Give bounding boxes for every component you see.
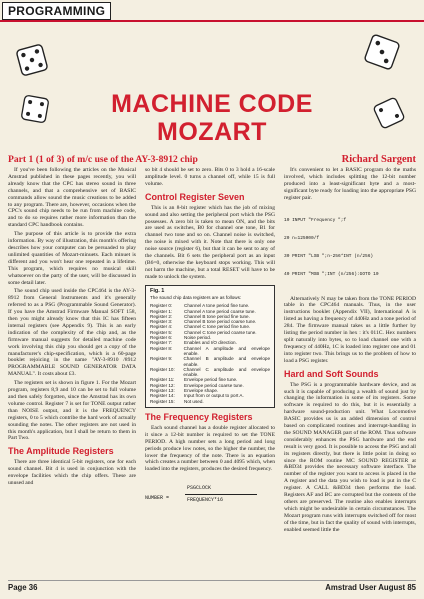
table-row: Register 11: Envelope period fine tune. [150, 377, 238, 383]
figure-heading: Fig. 1 [150, 287, 165, 294]
paragraph: so bit 4 should be set to zero. Bits 0 to 3 hold a 16-scale amplitude level. 0 turns a channel off, while 15 is full volume. [145, 167, 275, 187]
paragraph: The sound chip used inside the CPC464 is the AY-3-8912 from General Instruments and it's generally referred to as a PSG (Programmable Sound Generator). If you have the Amstrad Firmware Manual SOFT 158, then you might already know that this IC has fifteen internal registers (see Appendix 9). This is an early indication of the complexity of the chip and, as the firmware manual suggests for detailed machine code work involving this chip you should get a copy of the manufacturer's chip-specification, which is a 60-page booklet rejoicing in the name "AY-3-8910 /8912 PROGRAMMABLE SOUND GENERATOR DATA MANUAL". It costs about £3. [8, 288, 136, 378]
code-line: 30 PRINT "LSB ";n-256*INT (n/256) [284, 253, 374, 259]
dice-icon [362, 32, 402, 72]
dice-icon [18, 92, 52, 126]
header-rule [0, 20, 424, 22]
table-row: Register 9: Channel B amplitude and envelope enable. [150, 356, 270, 367]
table-row: Register 15: Not used. [150, 398, 204, 404]
paragraph: Each sound channel has a double register allocated to it since a 12-bit number is required to set the TONE PERIOD. A high number sets a long period and long periods produce low notes, so the higher the number, the lower the frequency of the note. There is an equation which creates a number between 0 and 4095 which, when loaded into the registers, produces the desired frequency. [145, 424, 275, 473]
dice-icon [14, 42, 50, 78]
table-row: Register 0: Channel A tone period fine tune. [150, 303, 250, 309]
basic-code-listing [284, 206, 416, 290]
heading-control-register-seven: Control Register Seven [145, 191, 245, 202]
heading-hard-and-soft-sounds: Hard and Soft Sounds [284, 368, 379, 379]
figure-caption: The sound chip data registers are as follows: [150, 294, 242, 300]
table-row: Register 5: Channel C tone period coarse tune. [150, 329, 257, 335]
paragraph: It's convenient to let a BASIC program do the maths involved, which includes splitting the 12-bit number produced into a least-significant byte and a most-significant byte ready for loading into the appropriate PSG register pair. [284, 167, 416, 201]
article-title-line2: MOZART [157, 118, 267, 146]
table-row: Register 7: Enables and I/O direction. [150, 340, 237, 346]
table-row: Register 13: Envelope shape. [150, 388, 219, 394]
paragraph: The PSG is a programmable hardware device, and as such it is capable of producing a wealth of sound just by changing the information in some of its registers. Some software is required to do this, but it is essentially a hardware sound-production unit. What Locomotive BASIC provides us is an added dimension of control based on complicated routines and interrupt-handling in the SOUND MANAGER part of the ROM. Thus software considerably enhances the PSG hardware and the end result is very good. It is possible to access the PSG and all its registers directly, but there is little point in doing so since the ROM routine MC SOUND REGISTER at &BD34 provides the necessary software interface. The number of the register you want to access is placed in the A register and the data you wish to load is put in the C register. A CALL &BD34 then performs the load. Registers AF and BC are corrupted but the contents of the others are preserved. The routine also enables interrupts which might be undesirable in certain circumstances. The Mozart program runs with interrupts switched off for most of the time, but in fact the quality of sound with interrupts, enabled seemed little the [284, 381, 416, 533]
table-row: Register 14: Input from or output to port A. [150, 393, 244, 399]
table-row: Register 3: Channel B tone period coarse tune. [150, 319, 257, 325]
dice-icon [372, 96, 406, 130]
formula-lhs: NUMBER = [145, 495, 170, 502]
table-row: Register 1: Channel A tone period coarse tune. [150, 308, 256, 314]
article-author: Richard Sargent [341, 154, 416, 165]
paragraph: The registers set is shown in figure 1. For the Mozart program, registers 8,9 and 10 can be set to full volume and then safely forgotten, since the Amstrad has its own volume control. Register 7 is set for TONE output rather than NOISE output, and it is the FREQUENCY registers, 0 to 5 which contribe the hard work of actually sounding the notes. The other registers are not used in this month's application, but I shall be return to them in Part Two. [8, 380, 136, 442]
code-line: 40 PRINT "MSB ";INT (n/256):GOTO 10 [284, 271, 379, 277]
paragraph: This is an 8-bit register which has the job of mixing sound and also setting the peripheral port which the PSG possesses. A zero bit is taken to mean ON, and the bits are used as switches, B0 for channel one tone, B1 for channel two tone and so on. Channel noise is switched, the noise is mixed with it. Note that there is only one noise source (register 6), but that it can be sent to any of the channels. Bit 6 sets the peripheral port as an input (B6=0, otherwise the keyboard stops working. This will not harm the machine, but a total RESET will have to be made to unlock the system. [145, 204, 275, 280]
paragraph: The purpose of this article is to provide the extra information. By way of illustration, this month's offering describes how your computer can be persuaded to play unlimited quantities of Mozart-minuets. Each minuet is different and you won't hear one repeated in a lifetime. This program, which requires no musical skill whatsoever on the party of the user, will be discussed in some detail later. [8, 231, 136, 286]
figure-1-register-table [145, 285, 275, 408]
heading-amplitude-registers: The Amplitude Registers [8, 446, 114, 457]
formula-numerator: PSGCLOCK [187, 485, 212, 492]
table-row: Register 2: Channel B tone period fine tune. [150, 313, 250, 319]
table-row: Register 6: Noise period. [150, 335, 212, 341]
footer-rule [8, 580, 416, 581]
table-row: Register 4: Channel C tone period fine tune. [150, 324, 251, 330]
code-line: 20 n=125000/f [284, 235, 320, 241]
table-row: Register 10: Channel C amplitude and envelope enable. [150, 366, 270, 378]
column-2 [145, 167, 275, 511]
table-row: Register 8: Channel A amplitude and envelope enable. [150, 345, 270, 356]
column-3 [284, 167, 416, 536]
page-number: Page 36 [8, 583, 38, 592]
paragraph: Alternatively N may be taken from the TONE PERIOD table in the CPC464 manuals. Thus, in the user instructions booklet (Appendix VII), International A is listed as having a frequency of 440Hz and a tone period of 284. The firmware manual takes us a little further by listing the period number in hex : it's 011C. Hex numbers split naturally into bytes, so to load channel one with a frequency of 440Hz, 1C is loaded into register one and 01 into register two. This brings us to the problem of how to load a PSG register. [284, 295, 416, 364]
formula-denominator: FREQUENCY*16 [187, 497, 224, 504]
column-1 [8, 167, 136, 489]
magazine-issue: Amstrad User August 85 [325, 583, 416, 592]
heading-frequency-registers: The Frequency Registers [145, 411, 253, 422]
frequency-formula [145, 481, 275, 511]
table-row: Register 12: Envelope period coarse tune. [150, 382, 244, 388]
article-title-line1: MACHINE CODE [111, 90, 313, 118]
article-subtitle: Part 1 (1 of 3) of m/c use of the AY-3-8912 chip [8, 154, 198, 165]
paragraph: If you've been following the articles on the Musical Amstrad published in these pages recently, you will already know that the CPC has stereo sound in three channels, and that a comprehensive set of BASIC commands allow sound the music creations to be added to any program. There are, however, occasions when the CPC's sound chip needs to be run from machine code, and to do so requires rather more information than the standard CPC handbook contains. [8, 167, 136, 229]
section-label: PROGRAMMING [2, 2, 111, 20]
code-line: 10 INPUT "Frequency ";f [284, 217, 347, 223]
fraction-bar [185, 494, 257, 495]
paragraph: There are three identical 5-bit registers, one for each sound channel. Bit 4 is used in conjunction with the envelope facilities which the chip offers. These are unused and [8, 459, 136, 487]
